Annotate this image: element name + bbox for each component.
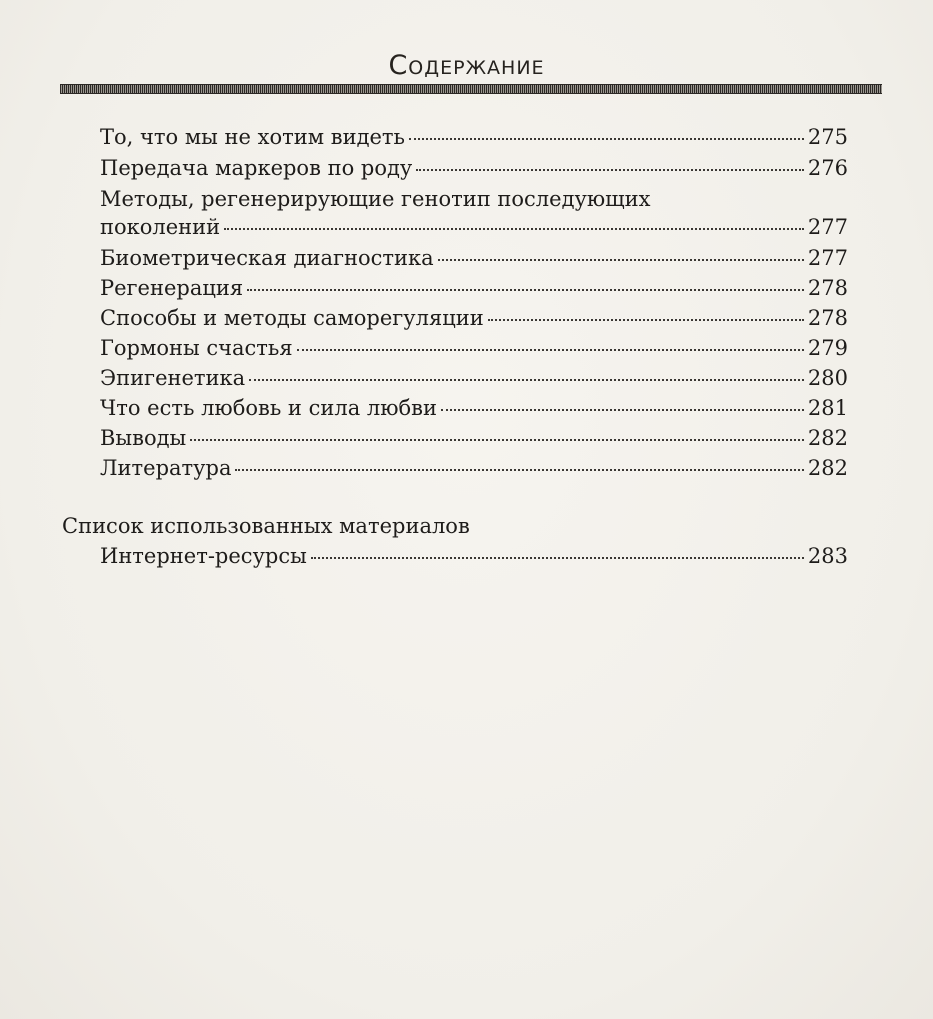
toc-entry: [100, 541, 848, 571]
toc-entry-page: 277: [807, 215, 848, 239]
toc-entry-page: 282: [807, 456, 848, 480]
toc-entry-page: 283: [807, 544, 848, 568]
toc-entry: [100, 122, 848, 152]
toc-leader-dots: [235, 469, 803, 471]
toc-entry-label: То, что мы не хотим видеть: [100, 125, 405, 149]
toc-section-heading: Список использованных материалов: [62, 514, 470, 538]
page-title: Содержание: [388, 50, 545, 81]
toc-entry-label: Выводы: [100, 426, 187, 450]
toc-entry-page: 282: [807, 426, 848, 450]
toc-entry-page: 277: [807, 246, 848, 270]
toc-entry: [100, 243, 848, 273]
toc-entry-page: 278: [807, 306, 848, 330]
toc-entry-label: поколений: [100, 215, 221, 239]
toc-entry-label: Эпигенетика: [100, 366, 246, 390]
toc-entry-page: 275: [807, 125, 848, 149]
toc-entry-page: 279: [807, 336, 848, 360]
toc-entry-page: 281: [807, 396, 848, 420]
toc-entry-page: 276: [807, 156, 848, 180]
toc-entry: [100, 363, 848, 393]
toc-entry-label: Литература: [100, 456, 232, 480]
toc-entry-label: Биометрическая диагностика: [100, 246, 434, 270]
toc-leader-dots: [224, 228, 804, 230]
toc-entry-page: 280: [807, 366, 848, 390]
toc-entry: [100, 393, 848, 423]
toc-entry-label: Интернет-ресурсы: [100, 544, 307, 568]
toc-entry-label-line1: Методы, регенерирующие генотип последующих: [100, 187, 651, 211]
toc-leader-dots: [249, 379, 804, 381]
toc-leader-dots: [247, 289, 804, 291]
toc-leader-dots: [311, 557, 804, 559]
toc-entry: [100, 212, 848, 242]
toc-entry: [100, 453, 848, 483]
toc-entry-label: Что есть любовь и сила любви: [100, 396, 437, 420]
toc-entry: [100, 423, 848, 453]
toc-leader-dots: [438, 259, 804, 261]
toc-entry-page: 278: [807, 276, 848, 300]
toc-leader-dots: [409, 138, 804, 140]
toc-leader-dots: [297, 349, 804, 351]
toc-leader-dots: [441, 409, 804, 411]
toc-entry: [100, 333, 848, 363]
toc-leader-dots: [416, 169, 804, 171]
toc-entry-label: Способы и методы саморегуляции: [100, 306, 484, 330]
toc-entry: [100, 303, 848, 333]
toc-leader-dots: [190, 439, 804, 441]
header-rule: [60, 84, 882, 94]
toc-entry: [100, 153, 848, 183]
toc-entry-label: Передача маркеров по роду: [100, 156, 413, 180]
toc-entry: [100, 273, 848, 303]
toc-entry-label: Регенерация: [100, 276, 244, 300]
toc-entry-label: Гормоны счастья: [100, 336, 293, 360]
toc-leader-dots: [488, 319, 804, 321]
